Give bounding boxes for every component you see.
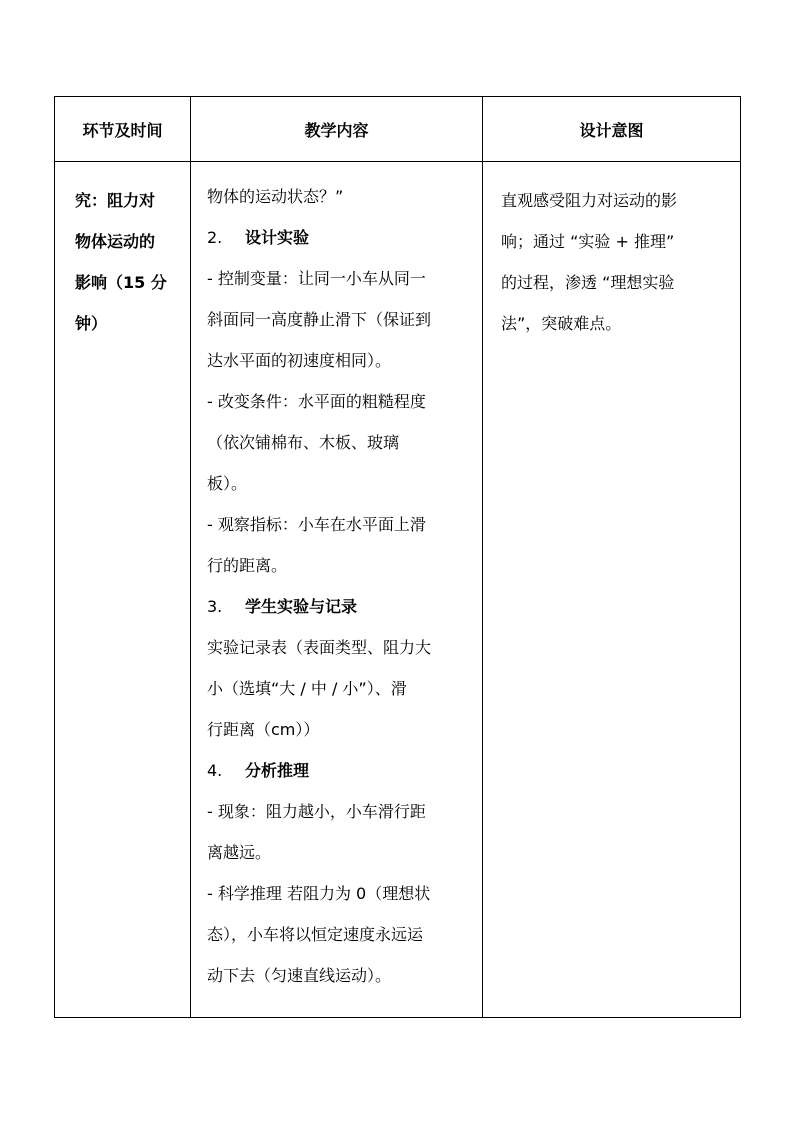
table-row (55, 162, 741, 1018)
content-line: 斜面同一高度静止滑下（保证到 (207, 310, 432, 329)
step-number: 2. (207, 228, 223, 247)
step-4-heading (207, 750, 468, 791)
content-line: - 观察指标：小车在水平面上滑 (207, 515, 426, 534)
content-line: 实验记录表（表面类型、阻力大 (207, 638, 432, 657)
lesson-plan-table (54, 96, 741, 1018)
content-line: （依次铺棉布、木板、玻璃 (207, 433, 400, 452)
header-design-intent: 设计意图 (483, 97, 741, 162)
intent-line: 响；通过 “实验 + 推理” (501, 232, 675, 251)
content-cell (191, 162, 483, 1018)
stage-line: 影响（15 分 (75, 273, 167, 292)
step-title: 分析推理 (245, 761, 310, 780)
step-2-heading (207, 217, 468, 258)
content-line: 行距离（cm）） (207, 720, 320, 739)
content-line: 行的距离。 (207, 556, 288, 575)
stage-line: 究：阻力对 (75, 191, 156, 210)
content-line: 离越远。 (207, 843, 272, 862)
step-number: 4. (207, 761, 223, 780)
content-line: - 控制变量：让同一小车从同一 (207, 269, 426, 288)
content-line: 板）。 (207, 474, 248, 493)
content-intro: 物体的运动状态？” (207, 187, 344, 206)
content-line: 动下去（匀速直线运动）。 (207, 966, 392, 985)
content-line: - 科学推理 若阻力为 0（理想状 (207, 884, 431, 903)
intent-line: 法”，突破难点。 (501, 314, 622, 333)
step-title: 设计实验 (245, 228, 310, 247)
intent-cell (483, 162, 741, 1018)
stage-line: 物体运动的 (75, 232, 156, 251)
content-line: - 改变条件：水平面的粗糙程度 (207, 392, 426, 411)
step-title: 学生实验与记录 (245, 597, 358, 616)
header-stage-time: 环节及时间 (55, 97, 191, 162)
intent-line: 的过程，渗透 “理想实验 (501, 273, 675, 292)
stage-cell (55, 162, 191, 1018)
step-3-heading (207, 586, 468, 627)
content-line: - 现象：阻力越小，小车滑行距 (207, 802, 426, 821)
content-line: 达水平面的初速度相同）。 (207, 351, 392, 370)
header-teaching-content: 教学内容 (191, 97, 483, 162)
table-header-row (55, 97, 741, 162)
stage-line: 钟） (75, 314, 108, 333)
intent-line: 直观感受阻力对运动的影 (501, 191, 678, 210)
step-number: 3. (207, 597, 223, 616)
content-line: 态），小车将以恒定速度永远运 (207, 925, 424, 944)
content-line: 小（选填“大 / 中 / 小”）、滑 (207, 679, 407, 698)
